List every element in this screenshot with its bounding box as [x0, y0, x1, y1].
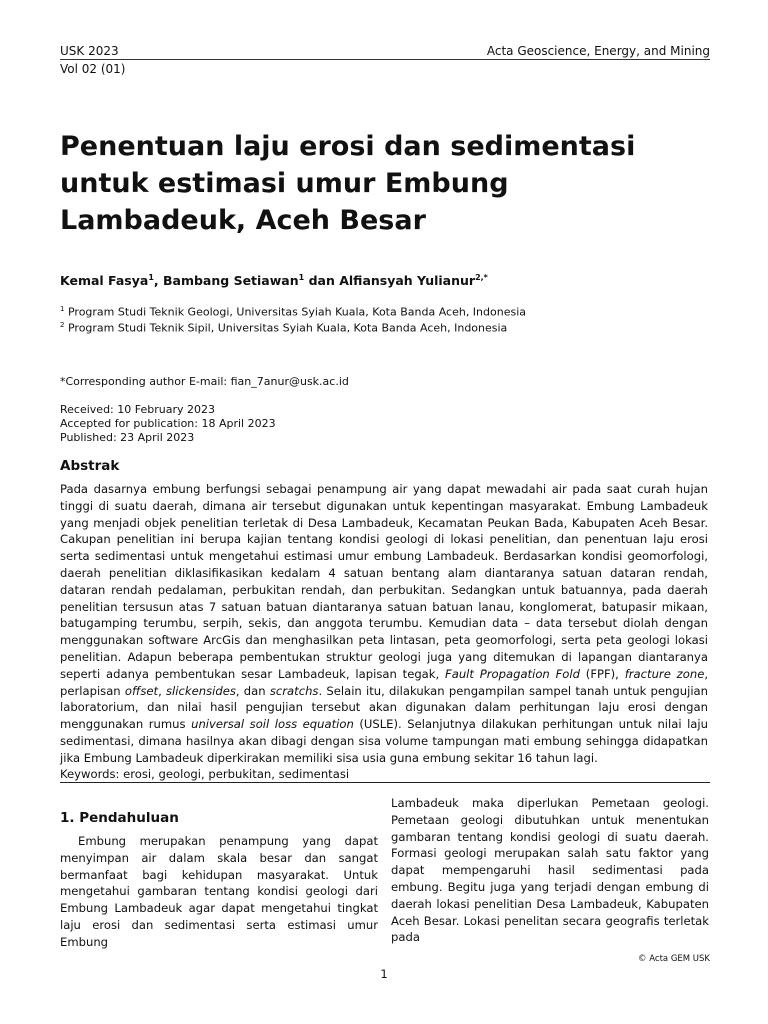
abstract-segment: ,	[158, 683, 167, 698]
abstract-italic-term: scratchs	[269, 683, 319, 698]
author-name: Alfiansyah Yulianur	[339, 273, 476, 289]
affiliation-mark: 2	[60, 321, 65, 329]
article-dates	[60, 403, 276, 445]
body-column-left: Embung merupakan penampung yang dapat menyimpan air dalam skala besar dan sangat bermanfaat bagi kehidupan masyarakat. Untuk mengetahui gambaran tentang kondisi geologi dari Embung Lambadeuk agar dapat mengetahui tingkat laju erosi dan sedimentasi serta estimasi umur Embung	[60, 834, 378, 949]
abstract-segment: Pada dasarnya embung berfungsi sebagai penampung air yang dapat mewadahi air pada saat curah hujan tinggi di suatu daerah, dimana air tersebut digunakan untuk kepentingan masyarakat. Embung Lambadeuk yang menjadi objek penelitian terletak di Desa Lambadeuk, Kecamatan Peukan Bada, Kabupaten Aceh Besar. Cakupan penelitian ini berupa kajian tentang kondisi geologi di lokasi penelitian, dan penentuan laju erosi serta sedimentasi untuk mengetahui estimasi umur embung Lambadeuk. Berdasarkan kondisi geomorfologi, daerah penelitian diklasifikasikan kedalam 4 satuan bentang alam diantaranya satuan dataran rendah, dataran rendah pedalaman, perbukitan rendah, dan perbukitan. Sedangkan untuk batuannya, pada daerah penelitian tersusun atas 7 satuan batuan diantaranya satuan batuan lanau, konglomerat, batupasir mikaan, batugamping terumbu, serpih, sekis, dan anggota terumbu. Kemudian data – data tersebut diolah dengan menggunakan software ArcGis dan menghasilkan peta lintasan, peta geomorfologi, serta peta geologi lokasi penelitian. Adapun beberapa pembentukan struktur geologi juga yang ditemukan di lapangan diantaranya seperti adanya pembentukan sesar Lambadeuk, lapisan tegak,	[60, 482, 708, 681]
page-number: 1	[380, 967, 388, 981]
abstract-segment: , perlapisan	[60, 666, 709, 698]
author-affiliation-mark: 1	[298, 273, 305, 282]
author-name: Bambang Setiawan	[163, 273, 299, 289]
paper-title: Penentuan laju erosi dan sedimentasi untuk estimasi umur Embung Lambadeuk, Aceh Besar	[60, 131, 636, 236]
author-name: Kemal Fasya	[60, 273, 149, 289]
keywords: Keywords: erosi, geologi, perbukitan, sedimentasi	[60, 767, 350, 781]
author-affiliation-mark: 1	[148, 273, 154, 282]
abstract-heading: Abstrak	[60, 458, 120, 474]
author-separator: dan	[304, 273, 340, 289]
abstract-italic-term: universal soil loss equation	[191, 717, 354, 732]
author-separator: ,	[153, 273, 163, 289]
keywords-divider	[60, 782, 710, 783]
header-journal-year: USK 2023	[60, 44, 119, 58]
affiliation-text: Program Studi Teknik Geologi, Universitas Syiah Kuala, Kota Banda Aceh, Indonesia	[67, 305, 527, 319]
abstract-italic-term: offset	[124, 683, 159, 698]
copyright-notice: © Acta GEM USK	[638, 954, 710, 964]
abstract-segment: , dan	[235, 683, 270, 698]
abstract-text	[60, 481, 708, 767]
body-column-right: Lambadeuk maka diperlukan Pemetaan geologi. Pemetaan geologi dibutuhkan untuk menentukan gambaran tentang kondisi geologi di suatu daerah. Formasi geologi merupakan salah satu faktor yang dapat mempengaruhi hasil sedimentasi pada embung. Begitu juga yang terjadi dengan embung di daerah lokasi penelitian Desa Lambadeuk, Kabupaten Aceh Besar. Lokasi penelitan secara geografis terletak pada	[391, 796, 709, 945]
abstract-italic-term: fracture zone	[624, 666, 705, 681]
author-list	[60, 269, 488, 290]
abstract-segment: (FPF),	[579, 666, 625, 681]
published-date: Published: 23 April 2023	[60, 431, 195, 444]
affiliation	[60, 302, 526, 320]
header-journal-name: Acta Geoscience, Energy, and Mining	[486, 44, 710, 58]
header-volume: Vol 02 (01)	[60, 62, 126, 76]
abstract-italic-term: Fault Propagation Fold	[445, 666, 580, 681]
author-affiliation-mark: 2,*	[475, 273, 488, 282]
accepted-date: Accepted for publication: 18 April 2023	[60, 417, 276, 430]
abstract-italic-term: slickensides	[166, 683, 236, 698]
header-divider	[60, 59, 710, 60]
section-heading: 1. Pendahuluan	[60, 810, 179, 826]
corresponding-author: *Corresponding author E-mail: fian_7anur@usk.ac.id	[60, 375, 349, 388]
abstract-segment: . Selain itu, dilakukan pengampilan sampel tanah untuk pengujian laboratorium, dan nilai hasil pengujian tersebut akan digunakan dalam perhitungan laju erosi dengan menggunakan rumus	[60, 683, 709, 732]
affiliation-mark: 1	[60, 305, 65, 313]
affiliation	[60, 318, 507, 336]
affiliation-text: Program Studi Teknik Sipil, Universitas Syiah Kuala, Kota Banda Aceh, Indonesia	[67, 321, 508, 335]
abstract-segment: (USLE). Selanjutnya dilakukan perhitungan untuk nilai laju sedimentasi, dimana hasilnya akan dibagi dengan sisa volume tampungan mati embung sehingga didapatkan jika Embung Lambadeuk diperkirakan memiliki sisa usia guna embung sekitar 16 tahun lagi.	[60, 717, 708, 765]
received-date: Received: 10 February 2023	[60, 403, 215, 416]
